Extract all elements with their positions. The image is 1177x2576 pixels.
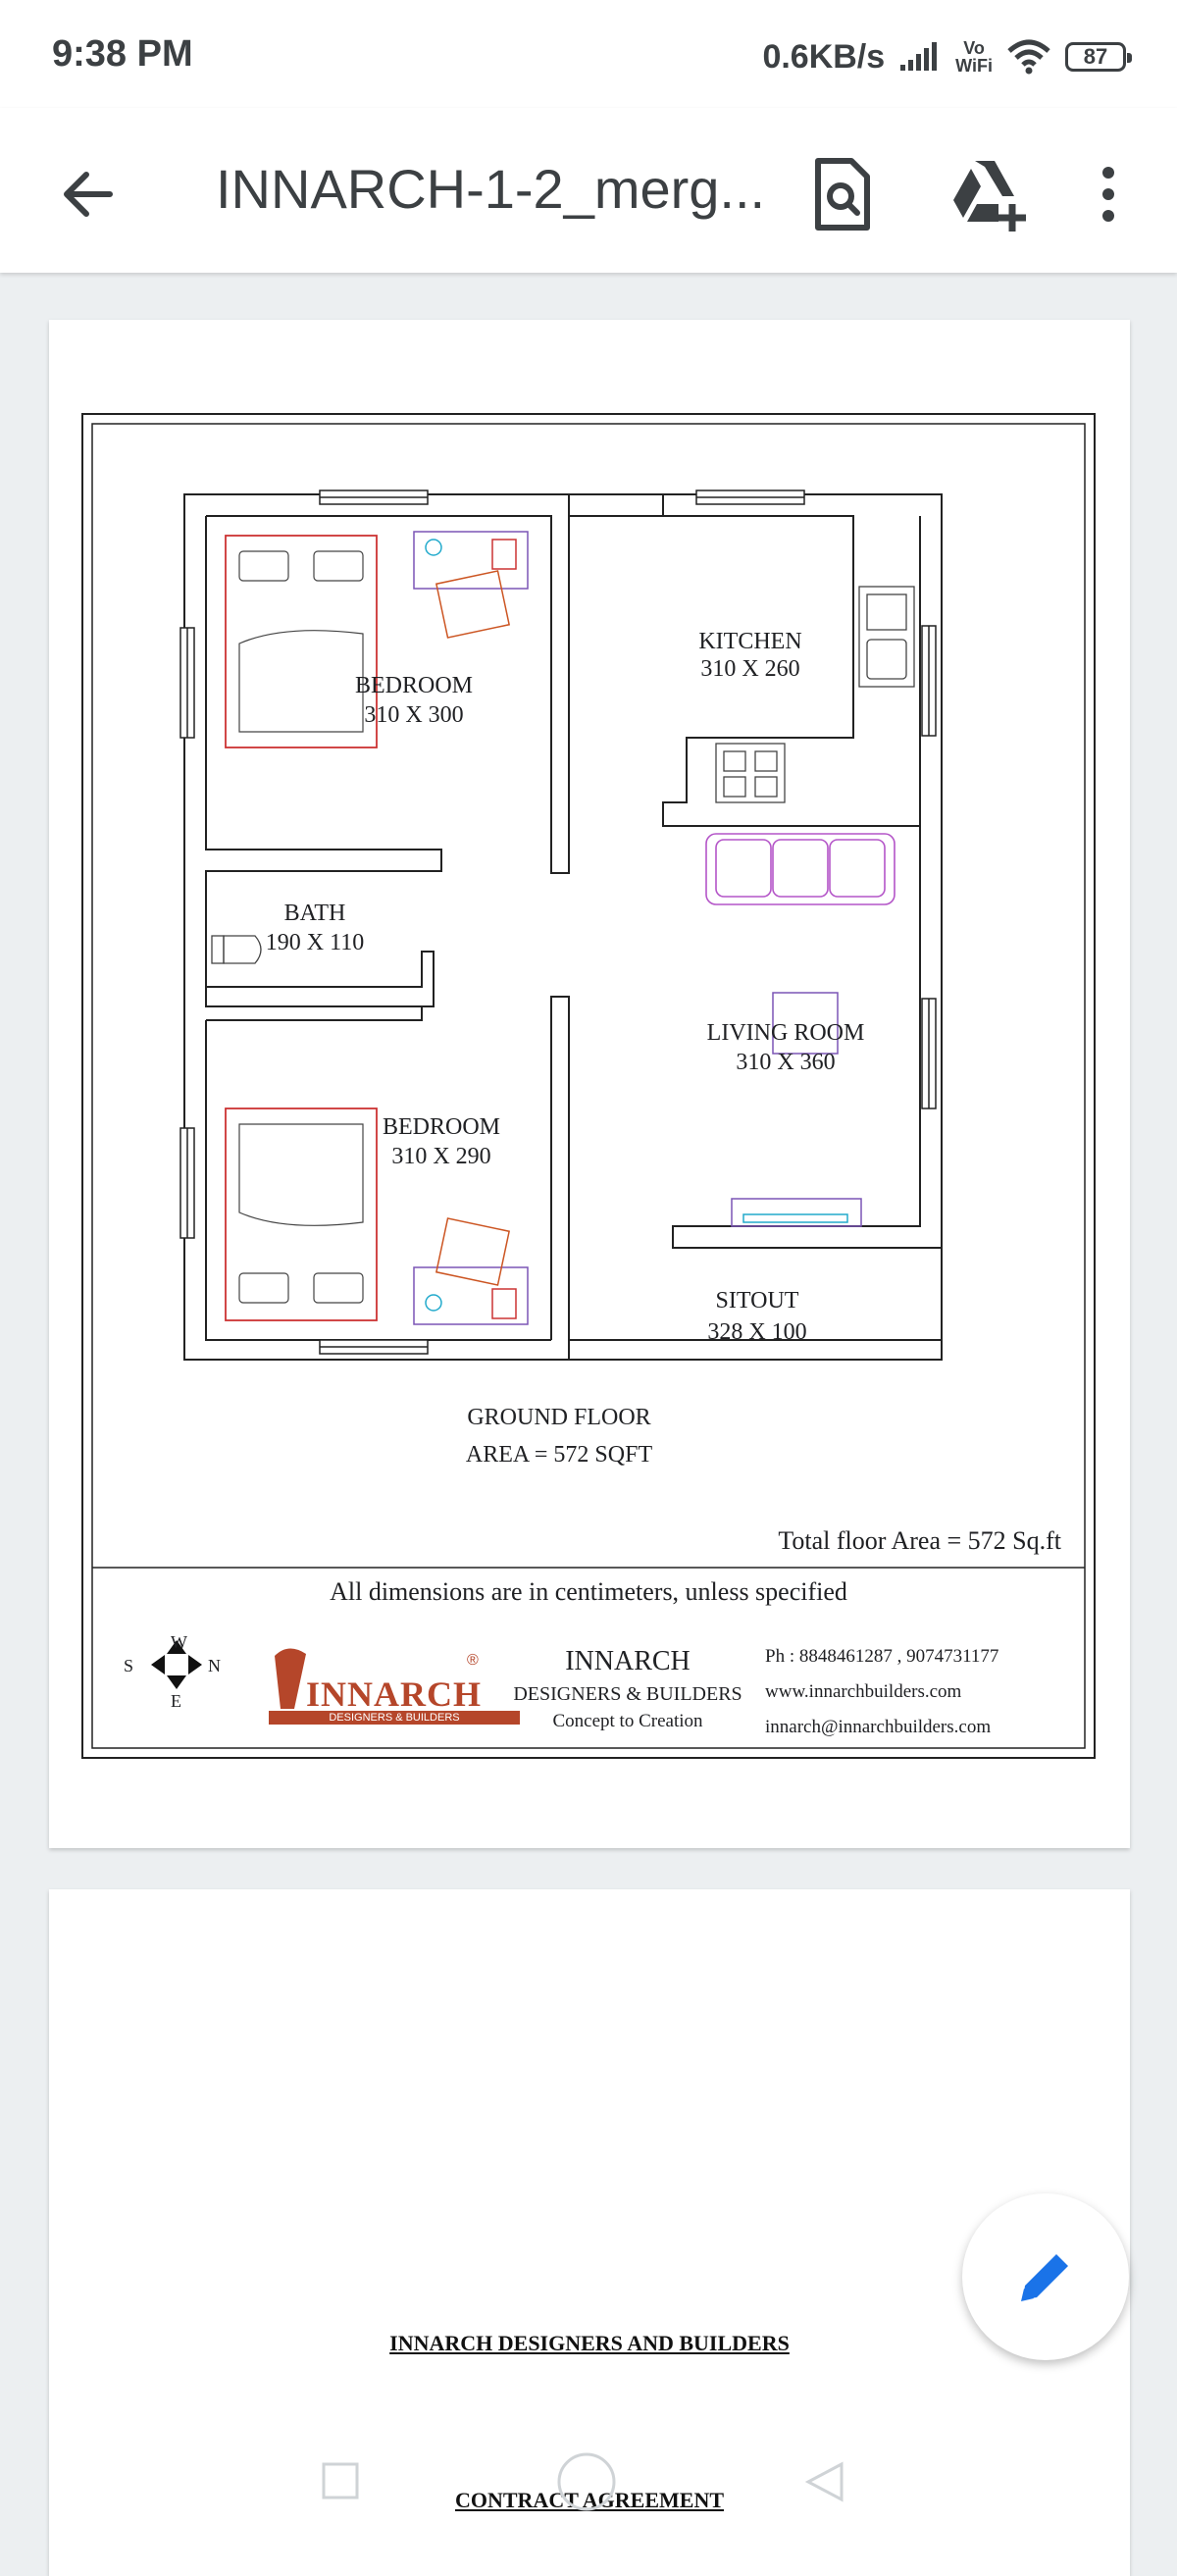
- kitchen-stove: [716, 744, 785, 802]
- sheet-outer-border: [82, 414, 1095, 1758]
- kitchen-name: KITCHEN: [698, 629, 802, 654]
- room-label-kitchen: [677, 628, 824, 683]
- sofa: [706, 834, 895, 904]
- pdf-page-1: [49, 320, 1130, 1848]
- bath-size: 190 X 110: [265, 930, 365, 955]
- room-label-sitout: [689, 1285, 826, 1348]
- living-size: 310 X 360: [736, 1050, 836, 1075]
- page2-contract-heading: CONTRACT AGREEMENT: [454, 2488, 725, 2512]
- wifi-icon: [1006, 39, 1051, 75]
- nav-back-icon: [808, 2464, 842, 2499]
- room-label-bedroom-2: [373, 1112, 510, 1171]
- contact-phone: Ph : 8848461287 , 9074731177: [765, 1646, 999, 1667]
- floor-area: AREA = 572 SQFT: [465, 1442, 653, 1468]
- status-icons: [762, 29, 1126, 84]
- logo-registered-mark: ®: [467, 1652, 479, 1669]
- vowifi-indicator: [955, 39, 993, 75]
- total-floor-area: Total floor Area = 572 Sq.ft: [778, 1526, 1061, 1555]
- compass-s: S: [124, 1656, 134, 1675]
- app-bar: [0, 108, 1177, 273]
- bedroom-2-size: 310 X 290: [391, 1144, 491, 1169]
- vowifi-bottom: WiFi: [955, 56, 993, 76]
- search-document-icon: [806, 155, 881, 233]
- company-subtitle: DESIGNERS & BUILDERS: [513, 1683, 742, 1705]
- room-label-bedroom-1: [345, 671, 483, 730]
- tv-unit: [732, 1199, 861, 1226]
- find-in-document-button[interactable]: [806, 155, 881, 233]
- add-to-drive-icon: [947, 155, 1026, 233]
- company-name: INNARCH: [565, 1646, 691, 1676]
- bedroom-1-size: 310 X 300: [364, 702, 464, 728]
- logo-subtext: DESIGNERS & BUILDERS: [329, 1712, 460, 1724]
- contact-email: innarch@innarchbuilders.com: [765, 1717, 992, 1737]
- system-nav-bar: [0, 2443, 1177, 2550]
- contact-website: www.innarchbuilders.com: [765, 1681, 962, 1702]
- status-time: 9:38 PM: [52, 33, 193, 75]
- signal-icon: [898, 41, 942, 73]
- document-title: INNARCH-1-2_merg...: [216, 158, 766, 220]
- compass-n: N: [208, 1656, 221, 1675]
- bedroom-1-name: BEDROOM: [354, 673, 473, 698]
- room-label-bath: [241, 899, 388, 957]
- edit-fab-button[interactable]: [962, 2193, 1129, 2360]
- more-vert-icon: [1089, 155, 1128, 233]
- compass-e: E: [171, 1691, 181, 1711]
- page2-company-heading: INNARCH DESIGNERS AND BUILDERS: [389, 2331, 790, 2355]
- kitchen-sink: [859, 587, 914, 687]
- back-button[interactable]: [51, 157, 126, 232]
- arrow-left-icon: [51, 157, 126, 232]
- desk-2: [414, 1218, 528, 1324]
- room-label-living: [702, 1018, 869, 1077]
- recents-icon: [324, 2464, 357, 2498]
- bedroom-2-name: BEDROOM: [382, 1114, 500, 1140]
- logo-text: INNARCH: [306, 1674, 483, 1714]
- bath-name: BATH: [283, 901, 346, 926]
- add-to-drive-button[interactable]: [947, 155, 1026, 233]
- living-name: LIVING ROOM: [706, 1020, 865, 1046]
- floor-name: GROUND FLOOR: [467, 1405, 651, 1430]
- compass-w: W: [171, 1632, 187, 1652]
- battery-indicator: 87: [1065, 42, 1126, 72]
- sitout-size: 328 X 100: [707, 1319, 807, 1345]
- edit-pencil-icon: [1011, 2242, 1080, 2311]
- vowifi-top: Vo: [963, 38, 985, 58]
- company-tagline: Concept to Creation: [552, 1711, 703, 1731]
- status-bar: [0, 0, 1177, 108]
- more-options-button[interactable]: [1089, 155, 1128, 233]
- sitout-name: SITOUT: [715, 1288, 799, 1314]
- floor-plan-drawing: [49, 320, 1130, 1848]
- dimensions-note: All dimensions are in centimeters, unless specified: [330, 1577, 847, 1606]
- bed-2: [226, 1108, 377, 1320]
- network-speed: 0.6KB/s: [762, 37, 886, 76]
- floor-summary: [432, 1399, 687, 1473]
- desk-1: [414, 532, 528, 638]
- home-icon: [559, 2454, 614, 2509]
- kitchen-size: 310 X 260: [700, 656, 800, 682]
